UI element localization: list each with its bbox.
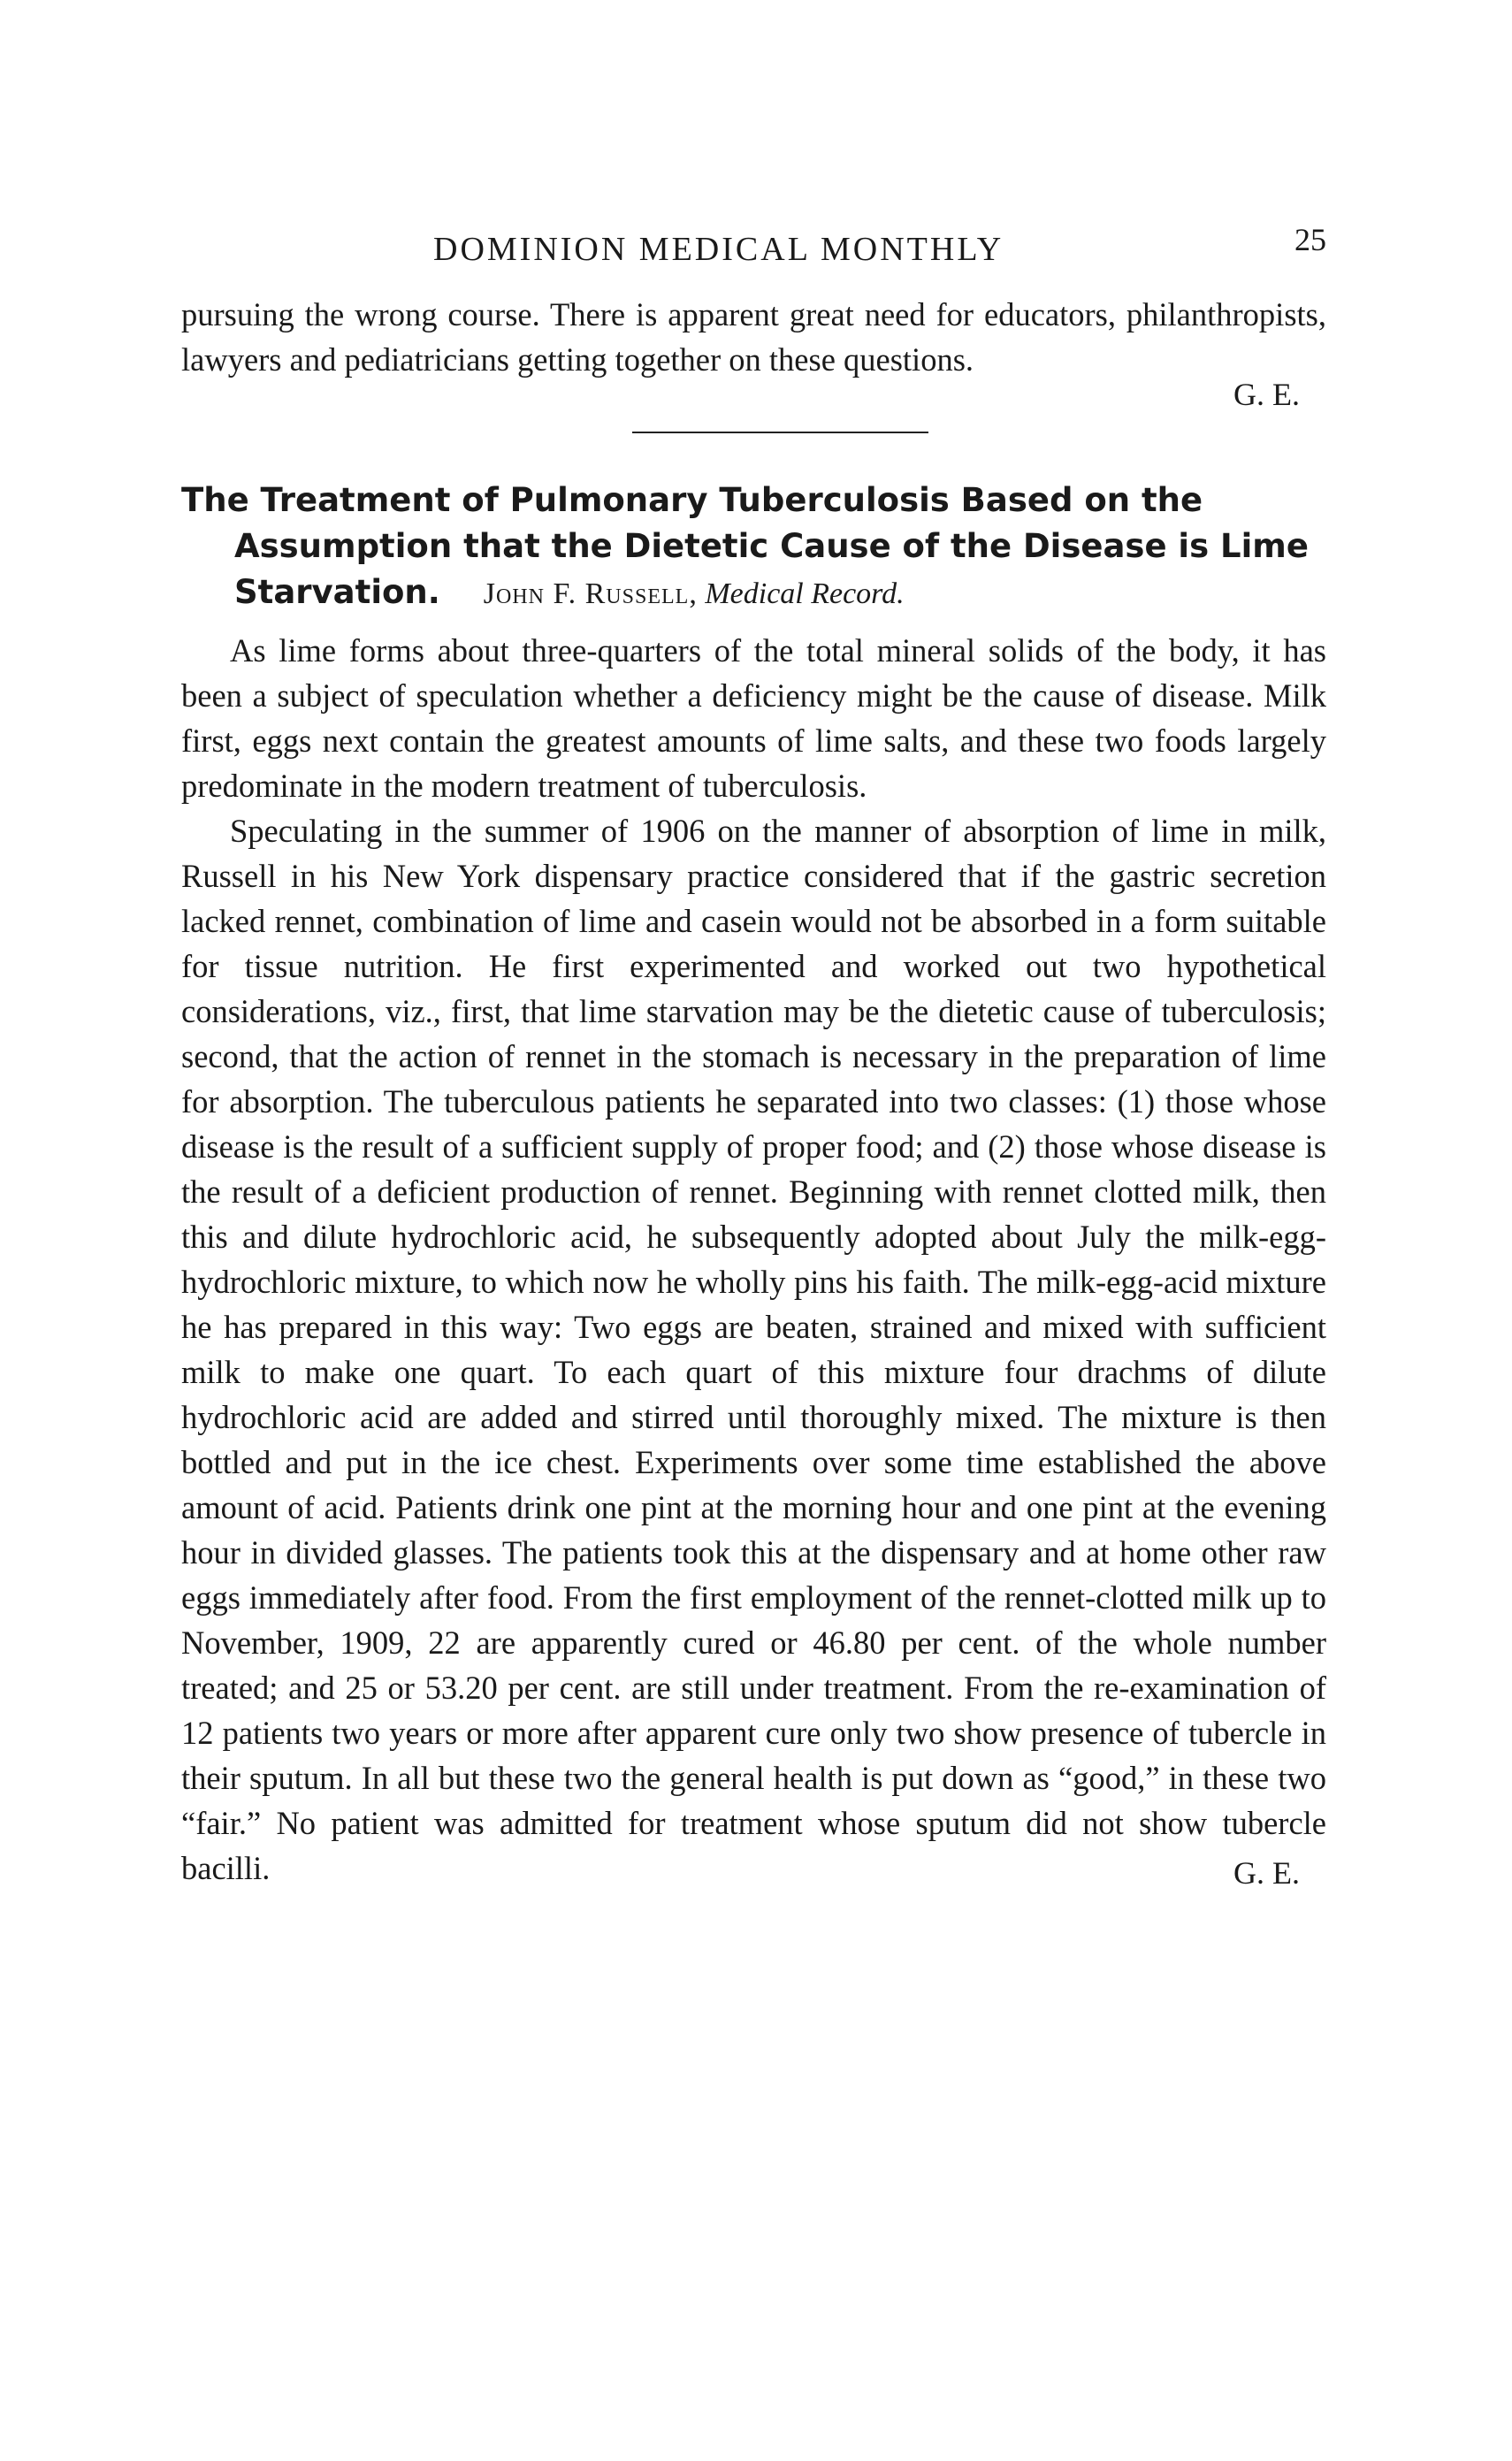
page-number: 25 [1294,222,1326,257]
byline [484,577,905,610]
journal-title: DOMINION MEDICAL MONTHLY [433,231,1004,268]
intro-paragraph: pursuing the wrong course. There is apparent great need for educators, philanthropists, lawyers and pediatricians getting together on these questions. [181,296,1326,378]
article-title [181,478,1326,617]
section-divider [632,432,928,433]
article-title-text: The Treatment of Pulmonary Tuberculosis Based on the Assumption that the Dietetic Cause of the Disease is Lime Starvation. [181,481,1309,611]
article-source: Medical Record. [705,577,905,610]
article-signature: G. E. [1233,1855,1300,1891]
article-paragraph-2: Speculating in the summer of 1906 on the manner of absorption of lime in milk, Russell in his New York dispensary practice considered that if the gastric secretion lacked rennet, combination of lime and casein would not be absorbed in a form suitable for tissue nutrition. He first experimented and worked out two hypothetical considerations, viz., first, that lime starvation may be the dietetic cause of tuberculosis; second, that the action of rennet in the stomach is necessary in the preparation of lime for absorption. The tuberculous patients he separated into two classes: (1) those whose disease is the result of a sufficient supply of proper food; and (2) those whose disease is the result of a deficient production of rennet. Beginning with rennet clotted milk, then this and dilute hydrochloric acid, he subsequently adopted about July the milk-egg-hydrochloric mixture, to which now he wholly pins his faith. The milk-egg-acid mixture he has prepared in this way: Two eggs are beaten, strained and mixed with sufficient milk to make one quart. To each quart of this mixture four drachms of dilute hydrochloric acid are added and stirred until thoroughly mixed. The mixture is then bottled and put in the ice chest. Experiments over some time established the above amount of acid. Patients drink one pint at the morning hour and one pint at the evening hour in divided glasses. The patients took this at the dispensary and at home other raw eggs immediately after food. From the first employment of the rennet-clotted milk up to November, 1909, 22 are apparently cured or 46.80 per cent. of the whole number treated; and 25 or 53.20 per cent. are still under treatment. From the re-examination of 12 patients two years or more after apparent cure only two show presence of tubercle in their sputum. In all but these two the general health is put down as “good,” in these two “fair.” No patient was admitted for treatment whose sputum did not show tubercle bacilli. [181,813,1326,1886]
page [181,212,1326,1891]
intro-signature: G. E. [1233,377,1300,412]
article-body [181,628,1326,1891]
article-author: John F. Russell, [483,577,698,610]
running-head [181,212,1326,283]
article-paragraph-1: As lime forms about three-quarters of the total mineral solids of the body, it has been a subject of speculation whether a deficiency might be the cause of disease. Milk first, eggs next contain the greatest amounts of lime salts, and these two foods largely predominate in the modern treatment of tuberculosis. [181,632,1326,804]
